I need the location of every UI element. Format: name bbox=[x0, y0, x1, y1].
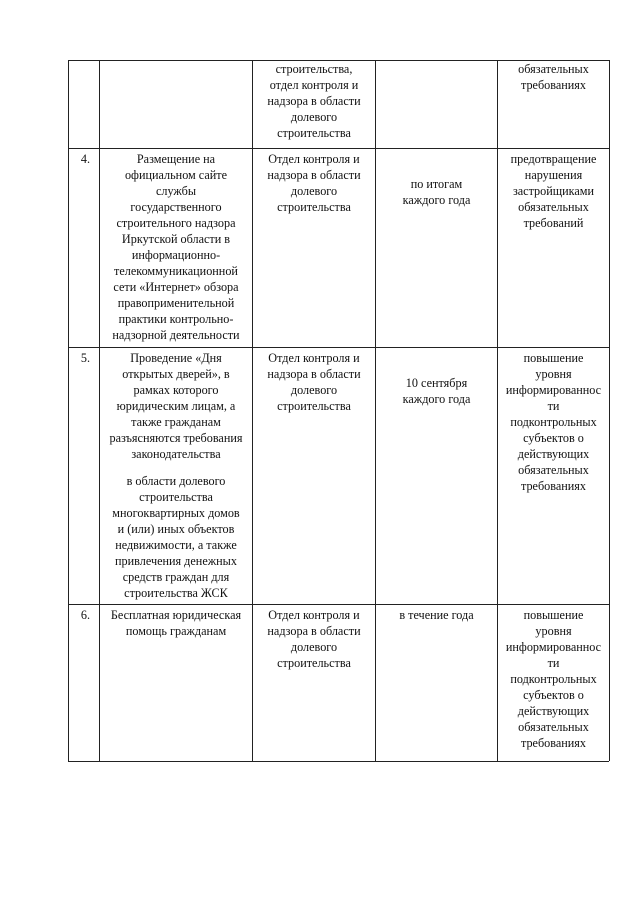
table-cell-event: Бесплатная юридическая помощь гражданам bbox=[110, 608, 242, 638]
table-cell-event: Проведение «Дня открытых дверей», в рамках которого юридическим лицам, а также гражданам разъясняются требования законодательства bbox=[109, 351, 243, 461]
grid-line bbox=[68, 604, 609, 605]
table-cell-result: повышение уровня информированнос ти подконтрольных субъектов о действующих обязательных требованиях bbox=[505, 608, 602, 750]
table-cell-responsible: Отдел контроля и надзора в области долевого строительства bbox=[267, 351, 361, 413]
table-cell-result: повышение уровня информированнос ти подконтрольных субъектов о действующих обязательных требованиях bbox=[505, 351, 602, 493]
table-cell-deadline: по итогам каждого года bbox=[402, 177, 471, 207]
table-cell-responsible: строительства, отдел контроля и надзора в области долевого строительства bbox=[267, 62, 361, 140]
grid-line bbox=[68, 148, 609, 149]
table-cell-deadline: в течение года bbox=[399, 608, 474, 622]
table-cell-responsible: Отдел контроля и надзора в области долевого строительства bbox=[267, 608, 361, 670]
row-number: 6. bbox=[80, 608, 90, 622]
grid-line bbox=[68, 761, 609, 762]
row-number: 5. bbox=[80, 351, 90, 365]
table-cell-result: обязательных требованиях bbox=[518, 62, 589, 92]
grid-line bbox=[375, 60, 376, 761]
grid-line bbox=[609, 60, 610, 761]
row-number: 4. bbox=[80, 152, 90, 166]
table-cell-event: Размещение на официальном сайте службы государственного строительного надзора Иркутской области в информационно- телекоммуникационной сети «Интернет» обзора правоприменительной практики контрольно- надзорной деятельности bbox=[112, 152, 240, 342]
table-cell-deadline: 10 сентября каждого года bbox=[402, 376, 471, 406]
table-cell-result: предотвращение нарушения застройщиками обязательных требований bbox=[510, 152, 597, 230]
table-cell-event-continued: в области долевого строительства многоквартирных домов и (или) иных объектов недвижимости, а также привлечения денежных средств граждан для строительства ЖСК bbox=[112, 474, 240, 600]
table-cell-responsible: Отдел контроля и надзора в области долевого строительства bbox=[267, 152, 361, 214]
grid-line bbox=[68, 60, 69, 761]
grid-line bbox=[68, 347, 609, 348]
